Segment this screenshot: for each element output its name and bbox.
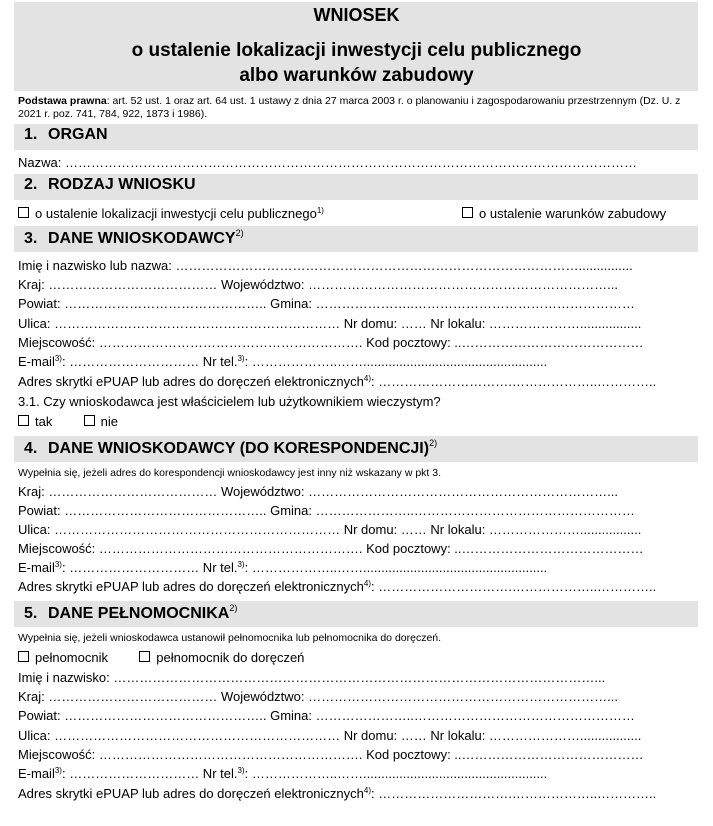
checkbox-delivery-proxy[interactable]	[139, 651, 150, 662]
organ-name-field[interactable]: Nazwa: ……………………………………………………………………………………………………………………	[18, 155, 637, 170]
correspondence-street-field[interactable]: Ulica: ………………………………………………………… Nr domu: …… Nr lokalu: ………………….................	[18, 522, 642, 537]
legal-basis	[18, 95, 698, 121]
checkbox-yes[interactable]	[18, 415, 29, 426]
applicant-name-field[interactable]: Imię i nazwisko lub nazwa: …………………………………………………………………………………...............	[18, 258, 633, 273]
proxy-name-field[interactable]: Imię i nazwisko: …………………………………………………………………………………………………...	[18, 670, 606, 685]
checkbox-public-purpose[interactable]	[18, 207, 29, 218]
checkbox-no[interactable]	[84, 415, 95, 426]
section-title: ORGAN	[48, 126, 108, 143]
proxy-city-field[interactable]: Miejscowość: ……………………………………………………. Kod pocztowy: ..……………………………………	[18, 747, 644, 762]
section-number: 3.	[24, 230, 38, 247]
applicant-city-field[interactable]: Miejscowość: ……………………………………………………. Kod pocztowy: ..……………………………………	[18, 335, 644, 350]
option-delivery-proxy: pełnomocnik do doręczeń	[156, 650, 305, 665]
applicant-country-field[interactable]: Kraj: ………………………………… Województwo: ……………………………………………………………...	[18, 277, 618, 292]
proxy-epuap-field[interactable]: Adres skrytki ePUAP lub adres do doręczeń elektronicznych$^{4)}$: ………………………….………………..…………..	[18, 786, 657, 801]
footnote-ref: 2)	[429, 438, 438, 448]
option-public-purpose: o ustalenie lokalizacji inwestycji celu publicznego	[35, 206, 317, 221]
footnote-ref: 1)	[316, 206, 324, 215]
section-title: DANE WNIOSKODAWCY (DO KORESPONDENCJI)	[48, 440, 430, 457]
ownership-options	[18, 414, 698, 430]
option-no: nie	[100, 414, 118, 429]
section-number: 2.	[24, 176, 38, 193]
proxy-street-field[interactable]: Ulica: ………………………………………………………… Nr domu: …… Nr lokalu: ………………….................	[18, 728, 642, 743]
correspondence-email-field[interactable]: E-mail$^{3)}$: ………………………… Nr tel.$^{3)}$: ………………..……...................................................	[18, 560, 548, 575]
correspondence-country-field[interactable]: Kraj: ………………………………… Województwo: ……………………………………………………………...	[18, 484, 618, 499]
section-number: 1.	[24, 126, 38, 143]
legal-basis-label: Podstawa prawna	[18, 95, 107, 107]
correspondence-epuap-field[interactable]: Adres skrytki ePUAP lub adres do doręczeń elektronicznych$^{4)}$: ………………………….………………..…………..	[18, 579, 657, 594]
section-3-header	[14, 226, 698, 252]
proxy-email-field[interactable]: E-mail$^{3)}$: ………………………… Nr tel.$^{3)}$: ………………..……...................................................	[18, 766, 548, 781]
applicant-epuap-field[interactable]: Adres skrytki ePUAP lub adres do doręczeń elektronicznych$^{4)}$: ………………………….………………..…………..	[18, 374, 657, 389]
section-title: DANE PEŁNOMOCNIKA	[48, 605, 230, 622]
legal-basis-text: : art. 52 ust. 1 oraz art. 64 ust. 1 ustawy z dnia 27 marca 2003 r. o planowaniu i zagospodarowaniu przestrzennym (Dz. U. z 2021 r. poz. 741, 784, 922, 1873 i 1986).	[18, 95, 681, 120]
option-proxy: pełnomocnik	[35, 650, 108, 665]
correspondence-city-field[interactable]: Miejscowość: ……………………………………………………. Kod pocztowy: ..……………………………………	[18, 541, 644, 556]
correspondence-district-field[interactable]: Powiat: ……………………………………….. Gmina: …………………..……………………………………………	[18, 503, 635, 518]
section-title: RODZAJ WNIOSKU	[48, 176, 196, 193]
ownership-question: 3.1. Czy wnioskodawca jest właścicielem lub użytkownikiem wieczystym?	[18, 394, 441, 409]
section-title: DANE WNIOSKODAWCY	[48, 230, 236, 247]
section-2-header	[14, 174, 698, 200]
form-subtitle-line2: albo warunków zabudowy	[239, 65, 474, 86]
section-5-header	[14, 601, 698, 627]
section-5-note: Wypełnia się, jeżeli wnioskodawca ustanowił pełnomocnika lub pełnomocnika do doręczeń.	[18, 632, 442, 644]
checkbox-proxy[interactable]	[18, 651, 29, 662]
applicant-street-field[interactable]: Ulica: ………………………………………………………… Nr domu: …… Nr lokalu: ………………….................	[18, 316, 642, 331]
checkbox-building-conditions[interactable]	[462, 207, 473, 218]
option-yes: tak	[35, 414, 53, 429]
option-building-conditions: o ustalenie warunków zabudowy	[479, 206, 667, 221]
section-number: 4.	[24, 440, 38, 457]
request-type-row	[18, 206, 698, 222]
section-4-header	[14, 436, 698, 462]
proxy-country-field[interactable]: Kraj: ………………………………… Województwo: ……………………………………………………………...	[18, 689, 618, 704]
proxy-district-field[interactable]: Powiat: ……………………………………….. Gmina: …………………..……………………………………………	[18, 708, 635, 723]
section-1-header	[14, 124, 698, 150]
proxy-type-options	[18, 650, 698, 666]
form-subtitle-line1: o ustalenie lokalizacji inwestycji celu publicznego	[131, 40, 582, 61]
section-number: 5.	[24, 605, 38, 622]
footnote-ref: 2)	[235, 228, 244, 238]
footnote-ref: 2)	[229, 603, 238, 613]
applicant-email-field[interactable]: E-mail$^{3)}$: ………………………… Nr tel.$^{3)}$: ………………..……...................................................	[18, 354, 548, 369]
form-title: WNIOSEK	[313, 5, 400, 25]
section-4-note: Wypełnia się, jeżeli adres do korespondencji wnioskodawcy jest inny niż wskazany w pkt 3.	[18, 467, 442, 479]
applicant-district-field[interactable]: Powiat: ……………………………………….. Gmina: …………………..……………………………………………	[18, 296, 635, 311]
